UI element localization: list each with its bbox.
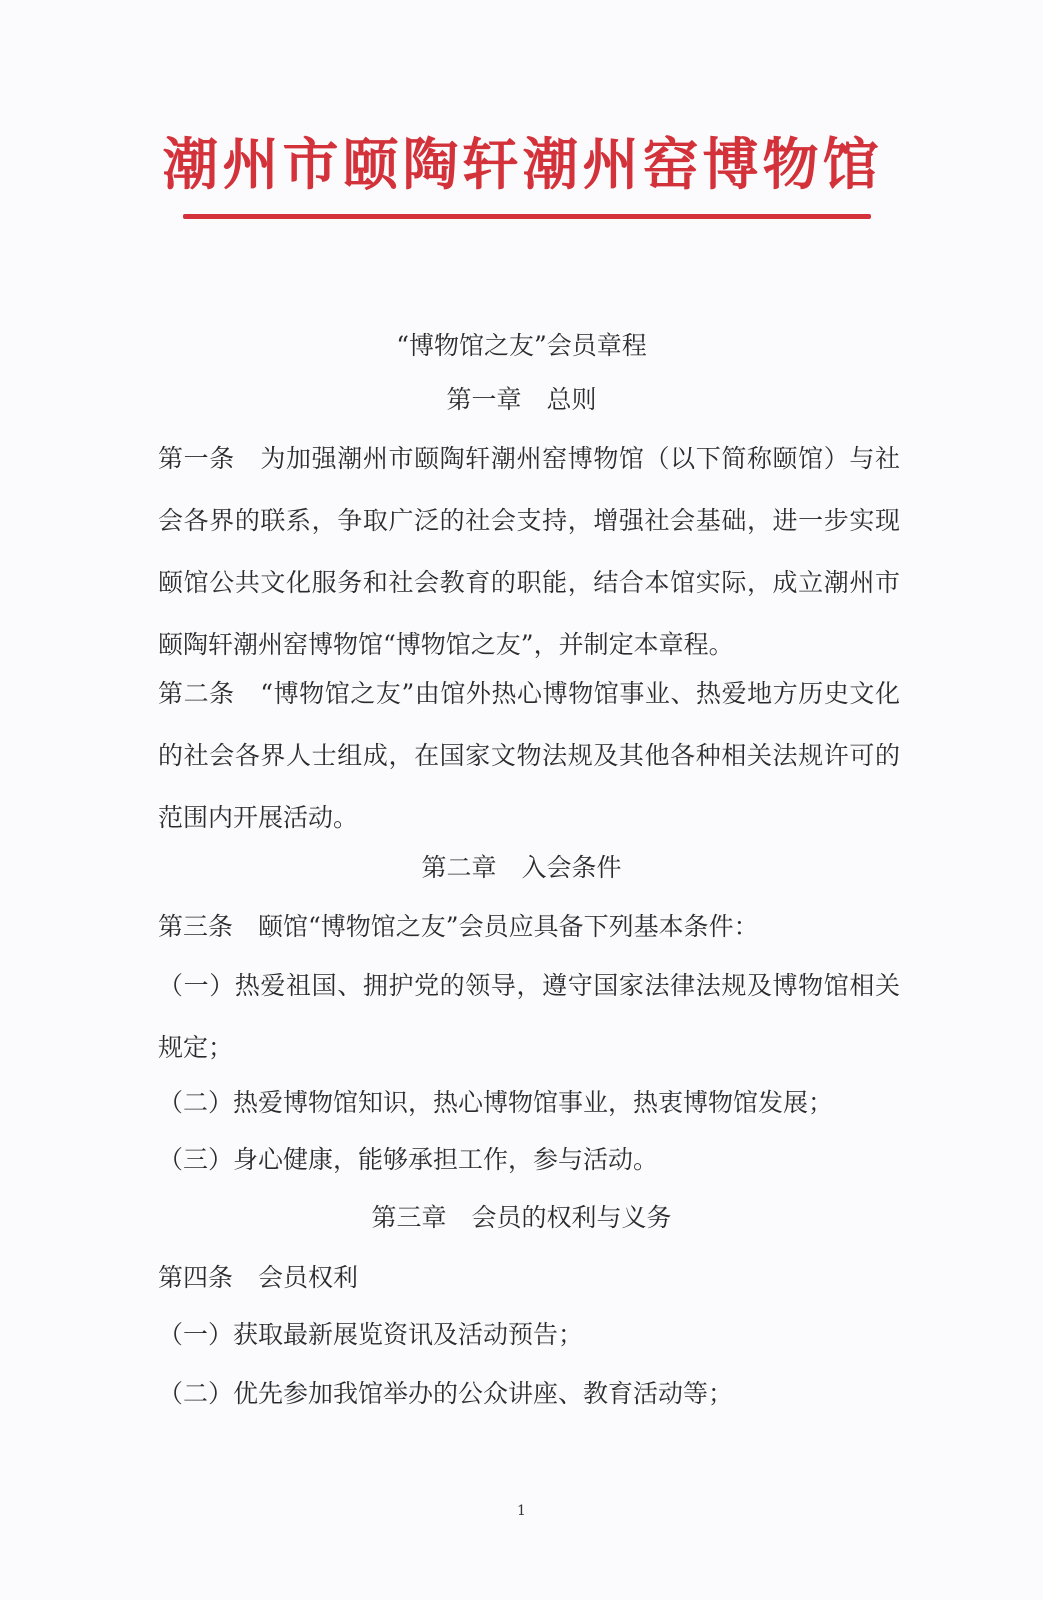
condition-2: （二）热爱博物馆知识，热心博物馆事业，热衷博物馆发展； — [158, 1088, 834, 1117]
letterhead-red-rule — [183, 214, 871, 219]
article-3: 第三条 颐馆“博物馆之友”会员应具备下列基本条件： — [158, 912, 759, 941]
page-number: 1 — [517, 1503, 526, 1519]
article-1: 第一条 为加强潮州市颐陶轩潮州窑博物馆（以下简称颐馆）与社会各界的联系，争取广泛的社会支持，增强社会基础，进一步实现颐馆公共文化服务和社会教育的职能，结合本馆实际，成立潮州市颐陶轩潮州窑博物馆“博物馆之友”，并制定本章程。 — [158, 444, 900, 659]
chapter-2-heading: 第二章 入会条件 — [421, 853, 622, 882]
article-4: 第四条 会员权利 — [158, 1263, 359, 1292]
chapter-3-heading: 第三章 会员的权利与义务 — [371, 1203, 672, 1232]
condition-1: （一）热爱祖国、拥护党的领导，遵守国家法律法规及博物馆相关规定； — [158, 971, 900, 1062]
right-1: （一）获取最新展览资讯及活动预告； — [158, 1320, 584, 1349]
document-title: “博物馆之友”会员章程 — [396, 331, 647, 360]
condition-3: （三）身心健康，能够承担工作，参与活动。 — [158, 1145, 659, 1174]
right-2: （二）优先参加我馆举办的公众讲座、教育活动等； — [158, 1379, 734, 1408]
letterhead-title: 潮州市颐陶轩潮州窑博物馆 — [162, 133, 883, 198]
chapter-1-heading: 第一章 总则 — [446, 385, 597, 414]
article-2: 第二条 “博物馆之友”由馆外热心博物馆事业、热爱地方历史文化的社会各界人士组成，在国家文物法规及其他各种相关法规许可的范围内开展活动。 — [158, 679, 900, 832]
